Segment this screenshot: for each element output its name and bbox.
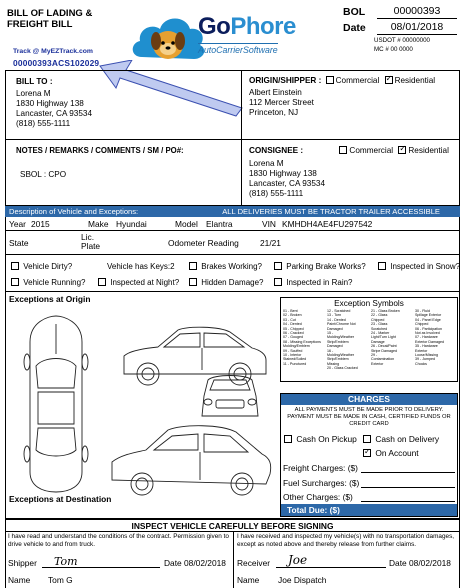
charges-notice: ALL PAYMENTS MUST BE MADE PRIOR TO DELIVERY. PAYMENT MUST BE MADE IN CASH, CERTIFIED FUNDS OR CREDIT CARD xyxy=(287,407,451,427)
consignee-residential-label: Residential xyxy=(408,146,449,155)
exception-symbol-item: 35 - Hardware xyxy=(415,344,438,349)
exception-symbol-item: 07 - Hardware xyxy=(415,335,438,340)
fuel-surcharges-label: Fuel Surcharges: ($) xyxy=(283,478,360,488)
night-checkbox[interactable] xyxy=(98,278,106,286)
brakes-label: Brakes Working? xyxy=(201,262,262,271)
exception-symbol-item: 39 - Jumped xyxy=(415,357,435,362)
sign-right-text: I have received and inspected my vehicle(s) with no transportation damages, except as noted above and thereby release from further claims. xyxy=(237,533,455,548)
track-label[interactable]: Track @ MyEZTrack.com xyxy=(13,48,93,55)
exception-symbol-item: 02 - Broken xyxy=(283,313,302,318)
night-label: Inspected at Night? xyxy=(110,278,180,287)
receiver-name-value: Joe Dispatch xyxy=(278,575,327,585)
symbols-col-3 xyxy=(371,309,414,366)
exception-symbol-item: Molding/Emblem xyxy=(283,344,310,349)
exception-symbol-item: 04 - Dented xyxy=(283,322,302,327)
vin-value: KMHDH4AE4FU297542 xyxy=(282,219,373,229)
logo-phore: Phore xyxy=(230,13,296,40)
vehicle-band-left: Description of Vehicle and Exceptions: xyxy=(9,207,139,216)
exception-symbol-item: 26 - Decal/Paint xyxy=(371,344,397,349)
sign-divider-v xyxy=(233,531,234,588)
bill-to-address: 1830 Highway 138 xyxy=(16,99,84,108)
consignee-commercial-checkbox[interactable] xyxy=(339,146,347,154)
exception-symbol-item: Molding/Weather xyxy=(327,353,355,358)
dirty-label: Vehicle Dirty? xyxy=(23,262,73,271)
notes-label: NOTES / REMARKS / COMMENTS / SM / PO#: xyxy=(16,146,184,155)
receiver-name-label: Name xyxy=(237,575,260,585)
shipper-city: Princeton, NJ xyxy=(249,108,299,117)
exception-symbol-item: Damage xyxy=(371,339,385,344)
snow-checkbox[interactable] xyxy=(378,262,386,270)
snow-label: Inspected in Snow? xyxy=(390,262,461,271)
bill-to-phone: (818) 555-1111 xyxy=(16,119,71,128)
rain-label: Inspected in Rain? xyxy=(286,278,353,287)
notes-value: SBOL : CPO xyxy=(20,170,67,179)
exception-symbol-item: 30 - Fluid xyxy=(415,309,430,313)
exception-symbol-item: Exterior xyxy=(371,361,384,366)
cash-delivery-label: Cash on Delivery xyxy=(375,434,440,444)
address-divider xyxy=(241,70,242,206)
exception-symbol-item: Light/Turn Light xyxy=(371,335,396,340)
running-checkbox[interactable] xyxy=(11,278,19,286)
usdot: USDOT # 00000000 xyxy=(374,37,430,44)
exception-symbol-item: 06 - Participation xyxy=(415,326,442,331)
cash-delivery-checkbox[interactable] xyxy=(363,435,371,443)
exception-symbol-item: Stained/Soiled xyxy=(283,357,307,362)
track-code[interactable]: 00000393ACS102029 xyxy=(13,58,100,68)
bol-value: 00000393 xyxy=(377,3,457,19)
logo-wordmark xyxy=(198,14,296,40)
lic-label-2: Plate xyxy=(81,241,101,251)
car-front-view-icon xyxy=(202,376,258,417)
consignee-name: Lorena M xyxy=(249,159,284,168)
mc-number: MC # 00 0000 xyxy=(374,46,413,53)
symbols-col-2 xyxy=(327,309,370,371)
shipper-residential-checkbox[interactable] xyxy=(385,76,393,84)
consignee-residential-checkbox[interactable] xyxy=(398,146,406,154)
lic-label-1: Lic. xyxy=(81,232,95,242)
consignee-address: 1830 Highway 138 xyxy=(249,169,317,178)
exception-symbol-item: 09 - Scuffed xyxy=(283,348,303,353)
date-value: 08/01/2018 xyxy=(377,19,457,35)
sign-title: INSPECT VEHICLE CAREFULLY BEFORE SIGNING xyxy=(131,521,334,531)
exception-symbol-item: Stripe Damaged xyxy=(371,348,397,353)
exception-symbol-item: 24 - Marker xyxy=(371,331,390,336)
receiver-date: Date 08/02/2018 xyxy=(389,558,451,568)
receiver-signature: Joe xyxy=(288,553,308,567)
exception-symbol-item: Damaged xyxy=(327,326,343,331)
bill-to-name: Lorena M xyxy=(16,89,51,98)
car-damage-diagram[interactable] xyxy=(8,304,276,514)
exception-symbol-item: Strip/Emblem xyxy=(327,339,349,344)
fuel-surcharges-field[interactable] xyxy=(361,487,455,488)
exception-symbol-item: 01 - Bent xyxy=(283,309,298,313)
exception-symbol-item: Paint/Chrome Not xyxy=(327,322,356,327)
year-value: 2015 xyxy=(31,219,50,229)
bill-to-label: BILL TO : xyxy=(16,77,53,86)
company-logo xyxy=(128,5,296,67)
address-divider-h xyxy=(5,139,460,140)
shipper-sign-label: Shipper xyxy=(8,558,37,568)
vehicle-band-right: ALL DELIVERIES MUST BE TRACTOR TRAILER ACCESSIBLE xyxy=(222,207,440,216)
exception-symbol-item: Spillage Exterior xyxy=(415,313,442,318)
shipper-address: 112 Mercer Street xyxy=(249,98,314,107)
shipper-name-label: Name xyxy=(8,575,31,585)
car-top-view-icon xyxy=(24,316,88,492)
exception-symbol-item: Strip/Emblem xyxy=(327,357,349,362)
exception-symbol-item: Not as Involved xyxy=(415,331,440,336)
shipper-name: Albert Einstein xyxy=(249,88,302,97)
total-due-label: Total Due: ($) xyxy=(281,504,457,516)
receiver-sign-label: Receiver xyxy=(237,558,271,568)
sign-left-text: I have read and understand the conditions of the contract. Permission given to drive vehicle to and from truck. xyxy=(8,533,229,548)
exception-symbol-item: Chipped xyxy=(371,317,385,322)
exception-symbol-item: 23 - Glass xyxy=(371,322,388,327)
freight-charges-field[interactable] xyxy=(361,472,455,473)
exception-symbols-box xyxy=(280,297,458,382)
exception-symbol-item: 08 - Missing Exceptions xyxy=(283,339,321,344)
exception-symbol-item: Molding/Weather xyxy=(327,335,355,340)
exception-symbol-item: 15 - xyxy=(327,331,334,336)
exception-symbol-item: 13 - Torn xyxy=(327,313,342,318)
exceptions-destination-label: Exceptions at Destination xyxy=(9,494,112,504)
exception-symbol-item: 05 - Chipped xyxy=(283,326,304,331)
model-label: Model xyxy=(175,219,198,229)
shipper-signature: Tom xyxy=(54,555,78,568)
exception-symbol-item: 04 - Panel Edge xyxy=(415,317,441,322)
shipper-commercial-label: Commercial xyxy=(335,76,380,85)
dirty-checkbox[interactable] xyxy=(11,262,19,270)
bill-to-city: Lancaster, CA 93534 xyxy=(16,109,93,118)
consignee-phone: (818) 555-1111 xyxy=(249,189,304,198)
exception-symbol-item: Chocks xyxy=(415,361,427,366)
make-value: Hyundai xyxy=(116,219,147,229)
shipper-commercial-checkbox[interactable] xyxy=(326,76,334,84)
exception-symbol-item: 16 - xyxy=(327,348,334,353)
other-charges-field[interactable] xyxy=(361,501,455,502)
exception-symbol-item: Damaged xyxy=(327,344,343,349)
receiver-signature-field[interactable] xyxy=(276,567,386,568)
consignee-label: CONSIGNEE : xyxy=(249,146,304,155)
consignee-commercial-label: Commercial xyxy=(349,146,394,155)
exception-symbol-item: 07 - Gouged xyxy=(283,335,303,340)
exception-symbols-title: Exception Symbols xyxy=(334,299,404,308)
exception-symbol-item: 11 - Punctured xyxy=(283,361,307,366)
charges-box xyxy=(280,393,458,517)
parking-checkbox[interactable] xyxy=(274,262,282,270)
consignee xyxy=(249,146,459,199)
odometer-value: 21/21 xyxy=(260,238,281,248)
model-value: Elantra xyxy=(206,219,233,229)
hidden-label: Hidden Damage? xyxy=(201,278,264,287)
odometer-label: Odometer Reading xyxy=(168,238,239,248)
shipper-label: ORIGIN/SHIPPER : xyxy=(249,76,322,85)
exception-symbol-item: Scratched xyxy=(371,326,388,331)
logo-subtitle: AutoCarrierSoftware xyxy=(198,45,278,55)
shipper-name-value: Tom G xyxy=(48,575,73,585)
vehicle-band xyxy=(5,206,460,217)
make-label: Make xyxy=(88,219,109,229)
symbols-col-4 xyxy=(415,309,458,366)
freight-charges-label: Freight Charges: ($) xyxy=(283,463,358,473)
exception-symbol-item: 29 - xyxy=(371,353,378,358)
on-account-label: On Account xyxy=(375,448,419,458)
exception-symbol-item: 06 - Cracked xyxy=(283,331,304,336)
state-label: State xyxy=(9,238,29,248)
rain-checkbox[interactable] xyxy=(274,278,282,286)
doc-title-line1: BILL OF LADING & xyxy=(7,8,93,19)
exception-symbol-item: Loose/Missing xyxy=(415,353,438,358)
exception-symbol-item: 10 - Interior xyxy=(283,353,302,358)
exception-symbol-item: 20 - Glass Cracked xyxy=(327,366,358,371)
hidden-checkbox[interactable] xyxy=(189,278,197,286)
vehicle-row-2 xyxy=(5,231,460,255)
vehicle-row-1 xyxy=(5,217,460,231)
doc-title-line2: FREIGHT BILL xyxy=(7,19,73,30)
bill-to xyxy=(16,77,92,129)
exception-symbol-item: 12 - Scratched xyxy=(327,309,351,313)
exception-symbol-item: Exterior Damaged xyxy=(415,339,444,344)
exception-symbol-item: 21 - Glass Broken xyxy=(371,309,400,313)
doc-title xyxy=(7,8,92,30)
parking-label: Parking Brake Works? xyxy=(286,262,366,271)
year-label: Year xyxy=(9,219,26,229)
exception-symbol-item: Missing xyxy=(327,361,340,366)
shipper xyxy=(249,76,459,118)
cash-pickup-label: Cash On Pickup xyxy=(296,434,357,444)
shipper-residential-label: Residential xyxy=(394,76,436,85)
exception-symbol-item: 22 - Glass xyxy=(371,313,388,318)
symbols-col-1 xyxy=(283,309,326,366)
keys-label: Vehicle has Keys:2 xyxy=(107,262,175,271)
exception-symbol-item: Exterior xyxy=(415,348,428,353)
bol-label: BOL xyxy=(343,6,366,18)
notes xyxy=(16,146,184,179)
checks-area xyxy=(5,255,460,291)
vin-label: VIN xyxy=(262,219,276,229)
brakes-checkbox[interactable] xyxy=(189,262,197,270)
exception-symbol-item: Contamination xyxy=(371,357,395,362)
date-label: Date xyxy=(343,22,366,34)
exception-symbol-item: 03 - Cut xyxy=(283,317,296,322)
exceptions-origin-label: Exceptions at Origin xyxy=(9,294,91,304)
consignee-city: Lancaster, CA 93534 xyxy=(249,179,326,188)
exception-symbol-item: Chipped xyxy=(415,322,429,327)
car-rear-view-icon xyxy=(112,426,271,495)
on-account-checkbox[interactable] xyxy=(363,449,371,457)
lic-plate-label xyxy=(81,233,100,251)
shipper-date: Date 08/02/2018 xyxy=(164,558,226,568)
other-charges-label: Other Charges: ($) xyxy=(283,492,353,502)
charges-title: CHARGES xyxy=(281,394,457,405)
cash-pickup-checkbox[interactable] xyxy=(284,435,292,443)
logo-go: Go xyxy=(198,13,231,40)
running-label: Vehicle Running? xyxy=(23,278,86,287)
exception-symbol-item: 14 - Dented xyxy=(327,317,346,322)
